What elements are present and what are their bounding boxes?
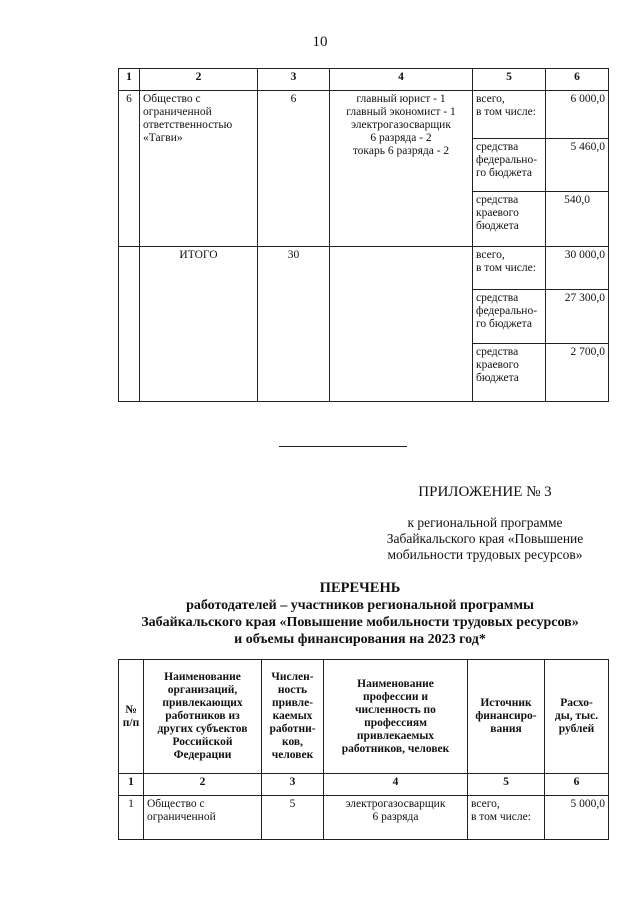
column-header: Источник финансиро- вания [468,660,545,774]
list-subtitle: Забайкальского края «Повышение мобильности трудовых ресурсов» [141,615,579,630]
col-index: 4 [324,774,468,796]
table-header-row [119,69,609,91]
column-header: Числен- ность привле- каемых работни- ков, человек [262,660,324,774]
list-title: ПЕРЕЧЕНЬ [319,580,401,596]
table-row-total [119,247,609,290]
funding-source: всего, в том числе: [473,91,546,139]
column-header: Расхо- ды, тыс. рублей [545,660,609,774]
col-index: 6 [545,774,609,796]
total-count: 30 [258,247,330,402]
index-row [119,774,609,796]
expense-value: 5 460,0 [546,139,609,192]
row-number: 6 [119,91,140,247]
total-label: ИТОГО [140,247,258,402]
table-row [119,91,609,139]
professions-list [330,247,473,402]
column-header: № п/п [119,660,144,774]
list-subtitle: и объемы финансирования на 2023 год* [234,632,486,647]
list-subtitle: работодателей – участников региональной программы [186,598,534,613]
professions-list: главный юрист - 1 главный экономист - 1 электрогазосварщик 6 разряда - 2 токарь 6 разряда - 2 [330,91,473,247]
col-index: 3 [262,774,324,796]
column-header: Наименование организаций, привлекающих работников из других субъектов Российской Федерации [144,660,262,774]
col-index: 6 [546,69,609,91]
expense-value: 6 000,0 [546,91,609,139]
funding-source: средства краевого бюджета [473,192,546,247]
page-number: 10 [312,34,328,50]
organization-name: Общество с ограниченной ответственностью «Тагви» [140,91,258,247]
col-index: 2 [140,69,258,91]
funding-source: средства краевого бюджета [473,344,546,402]
worker-count: 5 [262,796,324,840]
col-index: 5 [468,774,545,796]
appendix-title: ПРИЛОЖЕНИЕ № 3 [418,484,552,500]
funding-source: средства федерально- го бюджета [473,139,546,192]
funding-source: средства федерально- го бюджета [473,290,546,344]
appendix-subtitle: к региональной программе Забайкальского края «Повышение мобильности трудовых ресурсов» [386,515,584,562]
col-index: 3 [258,69,330,91]
col-index: 2 [144,774,262,796]
table-continuation [118,68,609,402]
expense-value: 30 000,0 [546,247,609,290]
row-number [119,247,140,402]
separator-line [279,446,407,447]
expense-value: 5 000,0 [545,796,609,840]
col-index: 4 [330,69,473,91]
expense-value: 2 700,0 [546,344,609,402]
worker-count: 6 [258,91,330,247]
professions-list: электрогазосварщик 6 разряда [324,796,468,840]
expense-value: 540,0 [546,192,609,247]
col-index: 1 [119,774,144,796]
col-index: 5 [473,69,546,91]
row-number: 1 [119,796,144,840]
col-index: 1 [119,69,140,91]
funding-source: всего, в том числе: [468,796,545,840]
table-row [119,796,609,840]
employers-table [118,659,609,840]
organization-name: Общество с ограниченной [144,796,262,840]
table-header-row [119,660,609,774]
column-header: Наименование профессии и численность по профессиям привлекаемых работников, человек [324,660,468,774]
expense-value: 27 300,0 [546,290,609,344]
funding-source: всего, в том числе: [473,247,546,290]
